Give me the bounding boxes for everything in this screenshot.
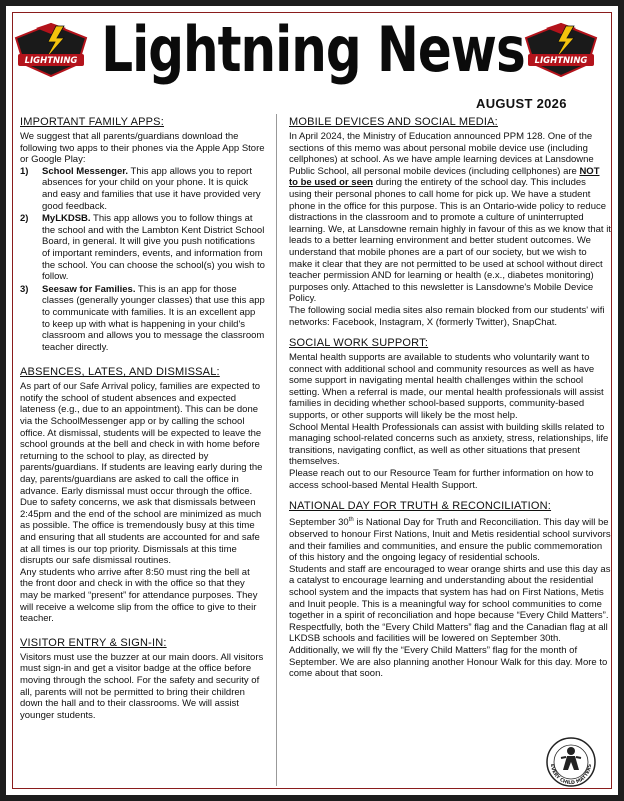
apps-heading: IMPORTANT FAMILY APPS: bbox=[20, 116, 164, 128]
app-item-mylkdsb bbox=[20, 213, 265, 283]
app-description: This app allows you to report absences for your child on your phone. It is quick and easy and families that use it have provided very good feedback. bbox=[42, 165, 261, 212]
mobile-emphasis: NOT to be used or seen bbox=[289, 165, 600, 189]
social-paragraph-3: Please reach out to our Resource Team for further information on how to access school-based Mental Health Support. bbox=[289, 468, 594, 491]
social-paragraph-2: School Mental Health Professionals can assist with building skills related to managing school-related concerns such as anxiety, stress, relationships, life transitions, navigating conflict, as well as other situations that present themselves. bbox=[289, 421, 609, 468]
apps-list bbox=[20, 166, 265, 354]
visitor-paragraph: Visitors must use the buzzer at our main doors. All visitors must sign-in and get a visitor badge at the office before moving through the school. For the safety and security of all, parents will not be permitted to bring their children down the hall and to their classrooms. We will assist younger students. bbox=[20, 651, 264, 721]
mobile-heading: MOBILE DEVICES AND SOCIAL MEDIA: bbox=[289, 116, 498, 128]
mobile-text-a: In April 2024, the Ministry of Education announced PPM 128. One of the sections of this memo was about personal mobile device use (including cellphones) at school. As we have ample learning devices at Lansdowne Public School, all personal mobile devices (including cellphones) are bbox=[289, 131, 594, 177]
app-name: Seesaw for Families. bbox=[42, 283, 136, 295]
mobile-paragraph-2: The following social media sites also remain blocked from our students' wifi networks: Facebook, Instagram, X (formerly Twitter), SnapChat. bbox=[289, 304, 605, 328]
app-name: MyLKDSB. bbox=[42, 213, 91, 225]
list-number: 3) bbox=[20, 283, 29, 295]
social-paragraph-1: Mental health supports are available to students who voluntarily want to connect with additional school and community resources as well as have some support in navigating mental health challenges within the school setting. When a referral is made, our mental health professionals will assist families in deciding whether school-based supports, community-based supports, or other supports will likely be the most help. bbox=[289, 352, 604, 422]
every-child-matters-logo bbox=[543, 734, 599, 792]
lightning-logo-left bbox=[12, 18, 90, 82]
mobile-paragraph-1 bbox=[289, 131, 611, 305]
truth-heading: NATIONAL DAY FOR TRUTH & RECONCILIATION: bbox=[289, 500, 552, 513]
truth-paragraph-1 bbox=[289, 515, 611, 564]
list-number: 1) bbox=[20, 165, 29, 177]
newsletter-title: Lightning News bbox=[101, 13, 525, 86]
absences-heading: ABSENCES, LATES, AND DISMISSAL: bbox=[20, 366, 220, 379]
mobile-text-c: during the entirety of the school day. This includes using their personal phones to call home for pick up. We have a student phone in the office for this purpose. This is an Ontario-wide policy to reduce distractions in the classroom and to promote a culture of uninterrupted learning. We, at Lansdowne remain highly in favour of this as we know that it leads to a better learning environment and better student outcomes. We understand that mobile phones are a part of our society, but we wish to make it clear that they are not permitted to be used at school without direct teacher permission AND for learning or health (e.x., diabetes monitoring) purposes only. Attached to this newsletter is Lansdowne's Mobile Device Policy. bbox=[289, 177, 611, 305]
app-description: This is an app for those classes (generally younger classes) that use this app to communicate with families. It is an excellent app to keep up with what is happening in your child's classroom and allows you to message the classroom teacher directly. bbox=[42, 283, 265, 353]
column-divider bbox=[276, 114, 277, 786]
apps-intro: We suggest that all parents/guardians download the following two apps to their phones via the Apple App Store or Google Play: bbox=[20, 131, 265, 166]
truth-date-suffix: th bbox=[348, 517, 354, 524]
truth-paragraph-2: Students and staff are encouraged to wear orange shirts and use this day as a catalyst to encourage learning and understanding about the residential school system and the impacts that system has had on First Nations, Metis and Inuit people. This is a meaningful way for school communities to come together in a spirit of reconciliation and hope because “Every Child Matters”. Respectfully, both the “Every Child Matters” flag and the Canadian flag at all LKDSB schools and facilities will be lowered on September 30th. Additionally, we will fly the “Every Child Matters” flag for the month of September. We are also planning another Honour Walk for this day. More to come about that soon. bbox=[289, 563, 611, 680]
issue-date: AUGUST 2026 bbox=[476, 96, 567, 111]
list-number: 2) bbox=[20, 213, 29, 225]
truth-date: September 30 bbox=[289, 517, 349, 529]
app-item-seesaw bbox=[20, 284, 265, 354]
absences-paragraph-2: Any students who arrive after 8:50 must ring the bell at the front door and check in with the office so that they may be marked “present” for attendance purposes. They will receive a welcome slip from the office to give to their teacher. bbox=[20, 566, 258, 625]
logo-text-left: LIGHTNING bbox=[24, 56, 78, 66]
absences-paragraph-1: As part of our Safe Arrival policy, families are expected to notify the school of student absences and expected lateness (e.g., due to an appointment). This can be done via the SchoolMessenger app or by calling the school office. At dismissal, students will be expected to leave the school grounds at the bell and check in with home before returning to the school to play, as directed by parents/guardians. If students are leaving early during the day, parents/guardians are asked to call the office in advance. Early dismissal must occur through the office. Due to safety concerns, we ask that dismissals between 2:45pm and the end of the school are minimized as much as possible. The office is tremendously busy at this time and ensuring that all students are accounted for and safe at all times is our top priority. Dismissals at this time disrupts our safe dismissal routines. bbox=[20, 381, 263, 567]
app-item-school-messenger bbox=[20, 166, 265, 212]
header bbox=[6, 6, 618, 111]
lightning-logo-right bbox=[522, 18, 600, 82]
app-name: School Messenger. bbox=[42, 165, 129, 177]
truth-text: is National Day for Truth and Reconciliation. This day will be observed to honour First Nations, Inuit and Metis residential school survivors and their families and communities, and ensure the public commemoration of this history and the ongoing legacy of residential schools. bbox=[289, 517, 611, 564]
social-heading: SOCIAL WORK SUPPORT: bbox=[289, 337, 429, 350]
left-column bbox=[20, 116, 265, 721]
badge-text: EVERY CHILD MATTERS bbox=[548, 763, 594, 787]
app-description: This app allows you to follow things at the school and with the Lambton Kent District School Board, in general. It will give you push notifications of important reminders, events, and information from the school. You can choose the school(s) you wish to follow. bbox=[42, 213, 265, 283]
logo-text-right: LIGHTNING bbox=[534, 56, 588, 66]
visitor-heading: VISITOR ENTRY & SIGN-IN: bbox=[20, 636, 167, 649]
right-column bbox=[289, 116, 611, 680]
